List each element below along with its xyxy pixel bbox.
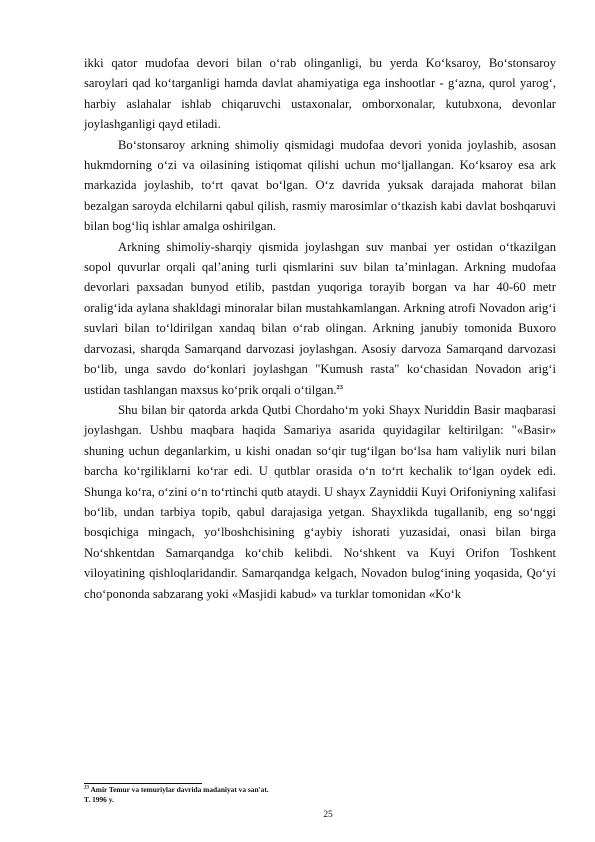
paragraph-ark-water <box>84 237 556 400</box>
footnote-reference[interactable]: 23 <box>336 383 344 391</box>
footnote-line-1 <box>84 785 556 795</box>
paragraph-ark-water-text: Arkning shimoliy-sharqiy qismida joylashgan suv manbai yer ostidan o‘tkazilgan sopol quvurlar orqali qal’aning turli qismlarini suv bilan ta’minlagan. Arkning mudofaa devorlari paxsadan bunyod etilib, pastdan yuqoriga torayib borgan va har 40-60 metr oralig‘ida aylana shakldagi minoralar bilan mustahkamlangan. Arkning atrofi Novadon arig‘i suvlari bilan to‘ldirilgan xandaq bilan o‘rab olingan. Arkning janubiy tomonida Buxoro darvozasi, sharqda Samarqand darvozasi joylashgan. Asosiy darvoza Samarqand darvozasi bo‘lib, unga savdo do‘konlari joylashgan "Kumush rasta" ko‘chasidan Novadon arig‘i ustidan tashlangan maxsus ko‘prik orqali o‘tilgan. <box>84 239 556 397</box>
page-number: 25 <box>323 810 333 820</box>
paragraph-continuation: ikki qator mudofaa devori bilan o‘rab olinganligi, bu yerda Ko‘ksaroy, Bo‘stonsaroy saroylari qad ko‘targanligi hamda davlat ahamiyatiga ega inshootlar - g‘azna, qurol yarog‘, harbiy aslahalar ishlab chiqaruvchi ustaxonalar, omborxonalar, kutubxona, devonlar joylashganligi qayd etiladi. <box>84 56 556 132</box>
footnote-text: Amir Temur va temuriylar davrida madaniyat va san'at. <box>90 785 269 794</box>
body-text <box>84 53 556 604</box>
footnote-separator <box>84 783 202 784</box>
paragraph-qutbi-chordahom: Shu bilan bir qatorda arkda Qutbi Chordaho‘m yoki Shayx Nuriddin Basir maqbarasi joylashgan. Ushbu maqbara haqida Samariya asarida quyidagilar keltirilgan: "«Basir» shuning uchun deganlarkim, u kishi onadan so‘qir tug‘ilgan bo‘lsa ham valiylik nuri bilan barcha ko‘rgiliklarni ko‘rar edi. U qutblar orasida o‘n to‘rt kechalik to‘lgan oydek edi. Shunga ko‘ra, o‘zini o‘n to‘rtinchi qutb ataydi. U shayx Zayniddii Kuyi Orifoniyning xalifasi bo‘lib, undan tarbiya topib, qabul darajasiga yetgan. Shayxlikda tugallanib, eng so‘nggi bosqichiga mingach, yo‘lboshchisining g‘aybiy ishorati yuzasidai, onasi bilan birga No‘shkentdan Samarqandga ko‘chib kelibdi. No‘shkent va Kuyi Orifon Toshkent viloyatining qishloqlaridandir. Samarqandga kelgach, Novadon bulog‘ining yoqasida, Qo‘yi cho‘pononda sabzarang yoki «Masjidi kabud» va turklar tomonidan «Ko‘k <box>84 402 556 601</box>
footnote-line-2: T. 1996 y. <box>84 795 114 804</box>
footnote-number: 23 <box>84 785 89 791</box>
footnote <box>84 785 556 805</box>
paragraph-bostonsaroy: Bo‘stonsaroy arkning shimoliy qismidagi mudofaa devori yonida joylashib, asosan hukmdorning o‘zi va oilasining istiqomat qilishi uchun mo‘ljallangan. Ko‘ksaroy esa ark markazida joylashib, to‘rt qavat bo‘lgan. O‘z davrida yuksak darajada mahorat bilan bezalgan saroyda elchilarni qabul qilish, rasmiy marosimlar o‘tkazish kabi davlat boshqaruvi bilan bog‘liq ishlar amalga oshirilgan. <box>84 137 556 234</box>
